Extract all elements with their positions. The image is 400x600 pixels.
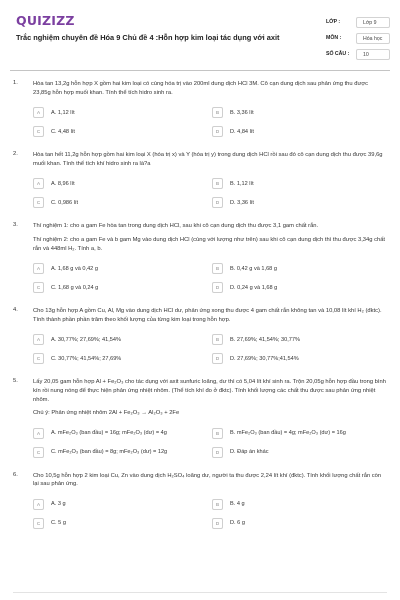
answer-option-d[interactable]: [212, 122, 391, 141]
answer-option-b[interactable]: [212, 495, 391, 514]
question-text: Thí nghiệm 1: cho a gam Fe hòa tan trong dung dịch HCl, sau khi cô cạn dung dịch thu được 3,1 gam chất rắn.: [33, 223, 319, 230]
option-text: B. 4 g: [230, 501, 245, 508]
option-text: C. mFe₂O₃ (ban đầu) = 8g; mFe₂O₃ (dư) = 12g: [51, 449, 168, 456]
option-letter-box: D: [212, 282, 223, 293]
question-number: 3.: [13, 222, 18, 229]
question-number: 6.: [13, 471, 18, 478]
option-text: B. 27,69%; 41,54%; 30,77%: [230, 336, 300, 343]
meta-row-count: [326, 46, 390, 62]
answer-option-b[interactable]: [212, 174, 391, 193]
option-text: D. Đáp án khác: [230, 449, 269, 456]
option-text: C. 4,48 lít: [51, 128, 75, 135]
answer-option-c[interactable]: [33, 278, 212, 297]
option-letter-box: C: [33, 447, 44, 458]
question-text: Hòa tan 13,2g hỗn hợp X gồm hai kim loại có cùng hóa trị vào 200ml dung dịch HCl 3M. Cô cạn dung dịch sau phản ứng thu được 23,85g hỗn hợp muối khan. Tính thể tích hidro sinh ra.: [33, 81, 369, 96]
answer-option-a[interactable]: [33, 103, 212, 122]
option-text: A. 8,96 lít: [51, 180, 75, 187]
option-letter-box: B: [212, 428, 223, 439]
option-text: C. 0,986 lít: [51, 199, 79, 206]
option-letter-box: A: [33, 499, 44, 510]
option-letter-box: A: [33, 178, 44, 189]
option-text: D. 4,84 lít: [230, 128, 254, 135]
question-number: 4.: [13, 307, 18, 314]
answer-option-c[interactable]: [33, 443, 212, 462]
question-text: Hòa tan hết 11,2g hỗn hợp gồm hai kim loại X (hóa trị x) và Y (hóa trị y) trong dung dịch HCl rồi sau đó cô cạn dung dịch thu được 39,6g muối khan. Tính thể tích khí hidro sinh ra là?a: [33, 152, 383, 167]
meta-row-subject: [326, 30, 390, 46]
meta-value-grade: Lớp 9: [356, 17, 390, 28]
page-cutoff-line: [13, 592, 387, 593]
option-letter-box: B: [212, 334, 223, 345]
answer-option-b[interactable]: [212, 259, 391, 278]
option-text: A. mFe₂O₃ (ban đầu) = 16g; mFe₂O₃ (dư) = 4g: [51, 430, 167, 437]
option-text: A. 1,12 lít: [51, 109, 75, 116]
answer-option-c[interactable]: [33, 193, 212, 212]
answer-option-b[interactable]: [212, 424, 391, 443]
question-number: 5.: [13, 378, 18, 385]
answer-option-a[interactable]: [33, 330, 212, 349]
answer-option-b[interactable]: [212, 103, 391, 122]
answer-option-d[interactable]: [212, 443, 391, 462]
option-letter-box: B: [212, 263, 223, 274]
meta-label-grade: LỚP :: [326, 19, 341, 25]
option-letter-box: A: [33, 107, 44, 118]
option-text: B. 3,36 lít: [230, 109, 254, 116]
header-divider: [10, 70, 390, 71]
option-text: A. 1,68 g và 0,42 g: [51, 265, 98, 272]
worksheet-header: [0, 0, 400, 66]
answer-options: [33, 330, 391, 368]
option-letter-box: D: [212, 126, 223, 137]
option-letter-box: B: [212, 107, 223, 118]
question-text: Thí nghiệm 2: cho a gam Fe và b gam Mg vào dung dịch HCl (cùng với lượng như trên) sau khi cô cạn dung dịch thì thu được 3,34g chất rắn và 448ml H₂. Tính a, b.: [33, 236, 386, 252]
question-3: [0, 222, 400, 297]
option-letter-box: C: [33, 126, 44, 137]
answer-option-c[interactable]: [33, 122, 212, 141]
option-text: D. 0,24 g và 1,68 g: [230, 284, 278, 291]
answer-option-a[interactable]: [33, 424, 212, 443]
option-letter-box: B: [212, 499, 223, 510]
meta-label-count: SỐ CÂU :: [326, 51, 350, 57]
option-letter-box: C: [33, 197, 44, 208]
answer-option-c[interactable]: [33, 349, 212, 368]
option-letter-box: A: [33, 428, 44, 439]
option-letter-box: C: [33, 518, 44, 529]
option-text: B. mFe₂O₃ (ban đầu) = 4g; mFe₂O₃ (dư) = 16g: [230, 430, 346, 437]
answer-option-a[interactable]: [33, 174, 212, 193]
meta-value-subject: Hóa học: [356, 33, 390, 44]
answer-option-c[interactable]: [33, 514, 212, 533]
question-text: Chú ý: Phản ứng nhiệt nhôm 2Al + Fe₂O₃ → Al₂O₃ + 2Fe: [33, 410, 180, 417]
answer-option-d[interactable]: [212, 514, 391, 533]
option-text: A. 3 g: [51, 501, 66, 508]
option-text: B. 1,12 lít: [230, 180, 254, 187]
option-letter-box: A: [33, 334, 44, 345]
meta-row-grade: [326, 14, 390, 30]
option-text: A. 30,77%; 27,69%; 41,54%: [51, 336, 121, 343]
answer-option-d[interactable]: [212, 349, 391, 368]
answer-option-d[interactable]: [212, 278, 391, 297]
option-letter-box: C: [33, 353, 44, 364]
option-letter-box: D: [212, 353, 223, 364]
answer-options: [33, 424, 391, 462]
question-5: [0, 378, 400, 461]
answer-option-b[interactable]: [212, 330, 391, 349]
meta-label-subject: MÔN :: [326, 35, 342, 41]
option-text: C. 5 g: [51, 520, 66, 527]
answer-option-a[interactable]: [33, 259, 212, 278]
meta-value-count: 10: [356, 49, 390, 60]
question-list: [0, 80, 400, 543]
option-letter-box: A: [33, 263, 44, 274]
question-2: [0, 151, 400, 212]
option-letter-box: D: [212, 518, 223, 529]
option-text: B. 0,42 g và 1,68 g: [230, 265, 277, 272]
quizizz-logo: QUIZIZZ: [16, 13, 75, 28]
question-number: 2.: [13, 151, 18, 158]
answer-options: [33, 174, 391, 212]
option-letter-box: D: [212, 197, 223, 208]
worksheet-title: Trắc nghiệm chuyên đề Hóa 9 Chủ đề 4 :Hỗn hợp kim loại tác dụng với axit: [16, 33, 280, 42]
answer-option-d[interactable]: [212, 193, 391, 212]
option-text: D. 6 g: [230, 520, 245, 527]
option-text: D. 3,36 lít: [230, 199, 254, 206]
question-1: [0, 80, 400, 141]
answer-options: [33, 259, 391, 297]
meta-panel: [326, 14, 390, 62]
answer-options: [33, 495, 391, 533]
option-letter-box: B: [212, 178, 223, 189]
question-text: Cho 10,5g hỗn hợp 2 kim loại Cu, Zn vào dung dịch H₂SO₄ loãng dư, người ta thu được 2,24 lít khí (đktc). Tính khối lượng chất rắn còn lại sau phản ứng.: [33, 472, 382, 488]
option-text: C. 1,68 g và 0,24 g: [51, 284, 99, 291]
option-letter-box: D: [212, 447, 223, 458]
question-6: [0, 472, 400, 533]
answer-option-a[interactable]: [33, 495, 212, 514]
option-text: D. 27,69%; 30,77%;41,54%: [230, 355, 299, 362]
question-text: Cho 13g hỗn hợp A gồm Cu, Al, Mg vào dung dịch HCl dư, phản ứng xong thu được 4 gam chất rắn không tan và 10,08 lít khí H₂ (đktc). Tính thành phần phần trăm theo khối lượng của từng kim loại trong hỗn hợp.: [33, 308, 382, 323]
option-text: C. 30,77%; 41,54%; 27,69%: [51, 355, 122, 362]
question-number: 1.: [13, 80, 18, 86]
answer-options: [33, 103, 391, 141]
question-text: Lấy 20,05 gam hỗn hợp Al + Fe₂O₃ cho tác dụng với axit sunfuric loãng, dư thì có 5,04 lít khí sinh ra. Trộn 20,05g hỗn hợp đầu trong bình kín rồi nung nóng để thực hiện phản ứng nhiệt nhôm. (Thể tích khí đo ở đktc). Tính khối lượng các chất thu được sau phản ứng nhiệt nhôm.: [33, 379, 386, 403]
option-letter-box: C: [33, 282, 44, 293]
question-4: [0, 307, 400, 368]
